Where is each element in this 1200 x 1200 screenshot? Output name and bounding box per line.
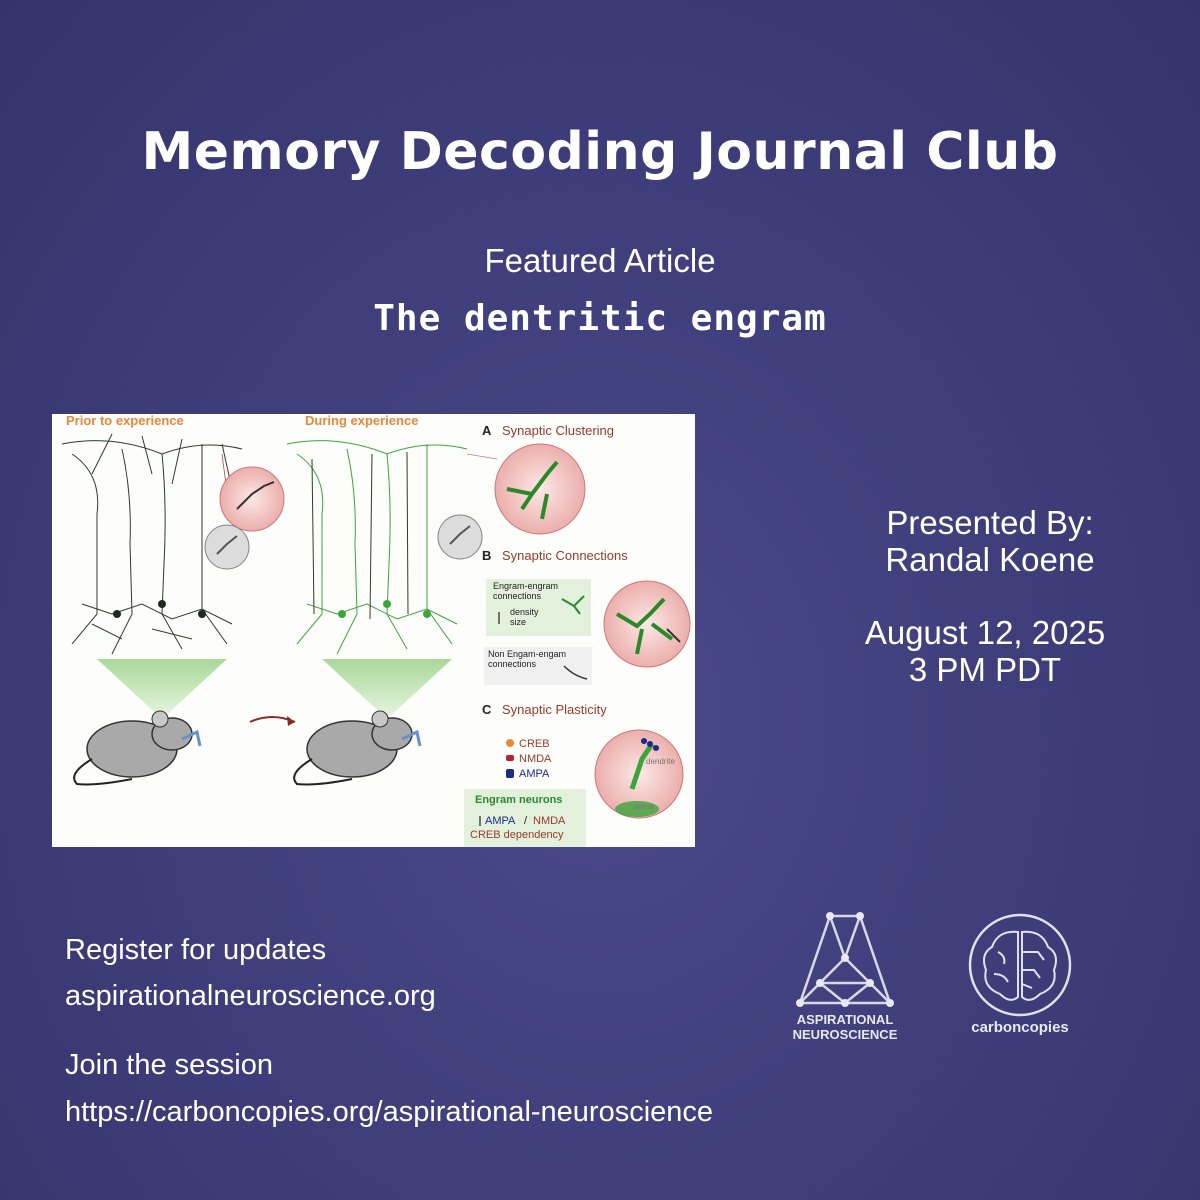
register-label: Register for updates [65, 934, 327, 966]
projection-cone-prior [97, 659, 227, 719]
article-figure [52, 414, 695, 847]
projection-cone-during [322, 659, 452, 719]
engram-ampa: AMPA [485, 815, 516, 827]
presenter-label: Presented By: [886, 504, 1094, 541]
panel-a-letter: A [482, 423, 492, 438]
prior-label: Prior to experience [66, 414, 184, 428]
figure-illustration [52, 414, 695, 847]
an-logo-line2: NEUROSCIENCE [792, 1027, 898, 1042]
box1-line1: Engram-engram [493, 581, 559, 591]
box2-line1: Non Engam-engam [488, 649, 567, 659]
an-logo-line1: ASPIRATIONAL [796, 1012, 894, 1027]
zoom-circle-during [438, 515, 482, 559]
featured-label: Featured Article [484, 242, 716, 279]
legend-creb: CREB [519, 738, 550, 750]
zoom-circle-prior-2 [205, 525, 249, 569]
engram-nmda: NMDA [533, 815, 566, 827]
carboncopies-logo [960, 912, 1085, 1042]
register-link[interactable]: aspirationalneuroscience.org [65, 980, 436, 1012]
panel-c-letter: C [482, 702, 492, 717]
mouse-prior [74, 711, 200, 784]
zoom-circle-prior-1 [220, 467, 284, 531]
event-time: 3 PM PDT [908, 651, 1062, 688]
mouse-during [294, 711, 420, 784]
neurons-during [287, 441, 467, 654]
dendrite-label: dendrite [646, 757, 675, 766]
event-datetime [785, 614, 1185, 688]
engram-creb: CREB dependency [470, 829, 564, 841]
box1-size: size [510, 617, 527, 627]
engram-neurons-title: Engram neurons [475, 794, 563, 806]
presenter-name: Randal Koene [885, 541, 1095, 578]
synaptic-connections-circle [604, 581, 690, 667]
cc-logo-text: carboncopies [971, 1019, 1069, 1036]
panel-a-title: Synaptic Clustering [502, 423, 614, 438]
brain-icon [984, 932, 1056, 1000]
join-label: Join the session [65, 1049, 273, 1081]
panel-c-title: Synaptic Plasticity [502, 702, 607, 717]
soma-label: soma [634, 802, 654, 811]
panel-b-title: Synaptic Connections [502, 548, 628, 563]
aspirational-neuroscience-logo [790, 908, 900, 1048]
page-title: Memory Decoding Journal Club [141, 122, 1059, 182]
panel-b-letter: B [482, 548, 492, 563]
box1-density: density [510, 607, 539, 617]
event-date: August 12, 2025 [864, 614, 1106, 651]
presenter-block [790, 504, 1190, 578]
during-label: During experience [305, 414, 419, 428]
join-link[interactable]: https://carboncopies.org/aspirational-neuroscience [65, 1096, 714, 1128]
box1-line2: connections [493, 591, 542, 601]
legend-ampa: AMPA [519, 768, 550, 780]
legend-nmda: NMDA [519, 753, 552, 765]
box2-line2: connections [488, 659, 537, 669]
engram-separator: / [524, 815, 528, 827]
article-title: The dentritic engram [373, 298, 827, 339]
